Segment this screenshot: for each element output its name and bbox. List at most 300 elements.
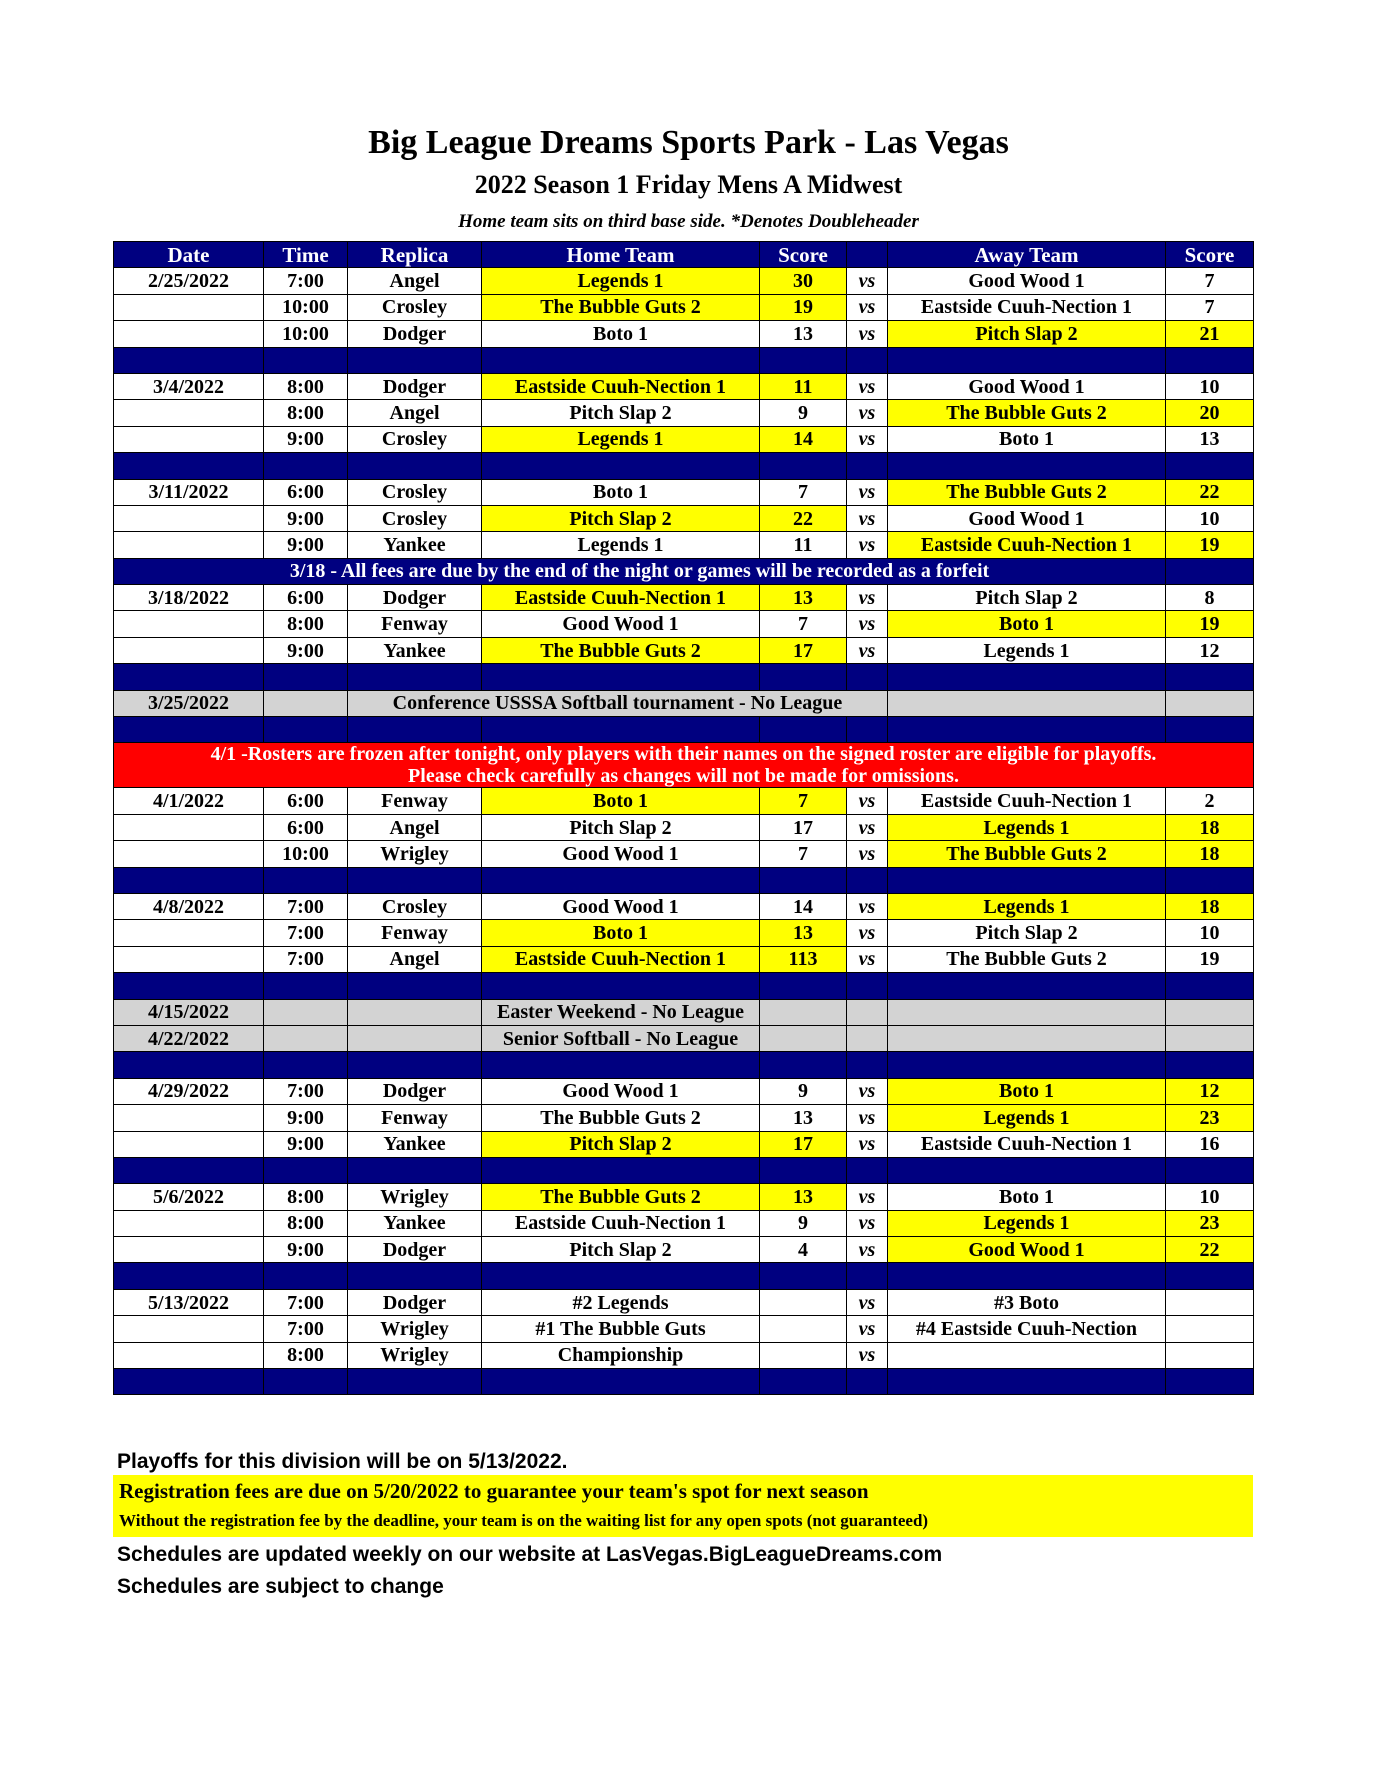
- no-league-text: Easter Weekend - No League: [482, 999, 760, 1025]
- replica-cell: Dodger: [348, 321, 482, 347]
- separator-cell: [847, 664, 888, 690]
- separator-cell: [348, 867, 482, 893]
- separator-cell: [760, 973, 847, 999]
- replica-cell: Crosley: [348, 294, 482, 320]
- time-cell: 8:00: [264, 1184, 348, 1210]
- time-cell: 9:00: [264, 1237, 348, 1263]
- away-score-cell: [1166, 1316, 1254, 1342]
- home-score-cell: 17: [760, 1131, 847, 1157]
- date-cell: 3/11/2022: [114, 479, 264, 505]
- date-cell: [114, 505, 264, 531]
- home-score-cell: [760, 1342, 847, 1368]
- separator-cell: [1166, 1263, 1254, 1289]
- away-score-cell: 19: [1166, 611, 1254, 637]
- vs-cell: [888, 690, 1166, 716]
- separator-cell: [264, 1369, 348, 1395]
- replica-cell: Dodger: [348, 1237, 482, 1263]
- home-score-cell: 19: [760, 294, 847, 320]
- replica-cell: Yankee: [348, 1131, 482, 1157]
- time-cell: 6:00: [264, 479, 348, 505]
- table-row: [114, 1184, 1254, 1210]
- replica-cell: Angel: [348, 400, 482, 426]
- home-score-cell: 7: [760, 788, 847, 814]
- home-team-cell: Boto 1: [482, 479, 760, 505]
- away-team-cell: Good Wood 1: [888, 505, 1166, 531]
- away-score-cell: 21: [1166, 321, 1254, 347]
- separator-cell: [482, 973, 760, 999]
- roster-alert-row: [114, 743, 1254, 788]
- away-score-cell: 2: [1166, 788, 1254, 814]
- away-score-cell: [1166, 1289, 1254, 1315]
- home-team-cell: Legends 1: [482, 532, 760, 558]
- home-score-cell: 9: [760, 400, 847, 426]
- col-home-score: Score: [760, 242, 847, 268]
- replica-cell: Dodger: [348, 585, 482, 611]
- vs-cell: vs: [847, 532, 888, 558]
- home-score-cell: 30: [760, 268, 847, 294]
- home-score-cell: [760, 1025, 847, 1051]
- separator-cell: [264, 973, 348, 999]
- replica-cell: Angel: [348, 946, 482, 972]
- home-team-cell: Eastside Cuuh-Nection 1: [482, 946, 760, 972]
- replica-cell: Fenway: [348, 1105, 482, 1131]
- date-cell: 5/6/2022: [114, 1184, 264, 1210]
- away-score-cell: [1166, 1025, 1254, 1051]
- time-cell: 8:00: [264, 611, 348, 637]
- time-cell: 9:00: [264, 532, 348, 558]
- time-cell: [264, 999, 348, 1025]
- separator-cell: [264, 347, 348, 373]
- separator-cell: [760, 1263, 847, 1289]
- replica-cell: Dodger: [348, 373, 482, 399]
- separator-cell: [482, 867, 760, 893]
- away-score-cell: 7: [1166, 268, 1254, 294]
- vs-cell: vs: [847, 1105, 888, 1131]
- separator-cell: [348, 664, 482, 690]
- table-row: [114, 1342, 1254, 1368]
- separator-cell: [1166, 717, 1254, 743]
- date-cell: [114, 1316, 264, 1342]
- time-cell: 8:00: [264, 1342, 348, 1368]
- separator-cell: [264, 1263, 348, 1289]
- vs-cell: vs: [847, 637, 888, 663]
- separator-cell: [888, 347, 1166, 373]
- away-score-cell: 12: [1166, 637, 1254, 663]
- home-team-cell: The Bubble Guts 2: [482, 294, 760, 320]
- table-row: [114, 1131, 1254, 1157]
- separator-row: [114, 717, 1254, 743]
- away-score-cell: 23: [1166, 1210, 1254, 1236]
- separator-cell: [1166, 1369, 1254, 1395]
- vs-cell: vs: [847, 920, 888, 946]
- replica-cell: Dodger: [348, 1289, 482, 1315]
- separator-cell: [114, 973, 264, 999]
- time-cell: 6:00: [264, 585, 348, 611]
- date-cell: 4/1/2022: [114, 788, 264, 814]
- separator-cell: [482, 1157, 760, 1183]
- vs-cell: vs: [847, 841, 888, 867]
- separator-cell: [760, 453, 847, 479]
- separator-cell: [348, 453, 482, 479]
- home-team-cell: Legends 1: [482, 426, 760, 452]
- separator-cell: [888, 717, 1166, 743]
- time-cell: [264, 1025, 348, 1051]
- vs-cell: vs: [847, 1210, 888, 1236]
- vs-cell: vs: [847, 268, 888, 294]
- vs-cell: vs: [847, 479, 888, 505]
- time-cell: 10:00: [264, 841, 348, 867]
- separator-cell: [760, 347, 847, 373]
- separator-cell: [264, 717, 348, 743]
- away-team-cell: [888, 1342, 1166, 1368]
- home-team-cell: Boto 1: [482, 788, 760, 814]
- away-team-cell: Eastside Cuuh-Nection 1: [888, 532, 1166, 558]
- table-row: [114, 294, 1254, 320]
- away-score-cell: 18: [1166, 841, 1254, 867]
- date-cell: 4/22/2022: [114, 1025, 264, 1051]
- col-vs: [847, 242, 888, 268]
- away-score-cell: 8: [1166, 585, 1254, 611]
- away-team-cell: The Bubble Guts 2: [888, 400, 1166, 426]
- notice-blank: [1166, 558, 1254, 584]
- separator-cell: [114, 664, 264, 690]
- separator-cell: [348, 1263, 482, 1289]
- website-note: Schedules are updated weekly on our website at LasVegas.BigLeagueDreams.com: [117, 1543, 943, 1566]
- away-score-cell: 18: [1166, 814, 1254, 840]
- separator-row: [114, 453, 1254, 479]
- time-cell: 9:00: [264, 426, 348, 452]
- vs-cell: vs: [847, 1289, 888, 1315]
- away-score-cell: 19: [1166, 532, 1254, 558]
- time-cell: 8:00: [264, 373, 348, 399]
- table-row: [114, 1316, 1254, 1342]
- separator-cell: [847, 453, 888, 479]
- replica-cell: Wrigley: [348, 841, 482, 867]
- separator-cell: [114, 1157, 264, 1183]
- date-cell: [114, 400, 264, 426]
- away-team-cell: The Bubble Guts 2: [888, 841, 1166, 867]
- replica-cell: Wrigley: [348, 1184, 482, 1210]
- separator-cell: [114, 453, 264, 479]
- away-team-cell: Legends 1: [888, 1210, 1166, 1236]
- separator-cell: [847, 1052, 888, 1078]
- replica-cell: [348, 999, 482, 1025]
- away-team-cell: #4 Eastside Cuuh-Nection: [888, 1316, 1166, 1342]
- vs-cell: vs: [847, 294, 888, 320]
- away-team-cell: [1166, 690, 1254, 716]
- home-team-cell: The Bubble Guts 2: [482, 637, 760, 663]
- date-cell: [114, 1342, 264, 1368]
- separator-row: [114, 664, 1254, 690]
- separator-cell: [847, 1263, 888, 1289]
- time-cell: 7:00: [264, 920, 348, 946]
- replica-cell: Fenway: [348, 788, 482, 814]
- replica-cell: Crosley: [348, 893, 482, 919]
- home-score-cell: 14: [760, 893, 847, 919]
- away-score-cell: 7: [1166, 294, 1254, 320]
- away-team-cell: Pitch Slap 2: [888, 585, 1166, 611]
- separator-cell: [847, 867, 888, 893]
- table-row: [114, 814, 1254, 840]
- home-team-cell: Legends 1: [482, 268, 760, 294]
- away-score-cell: 22: [1166, 1237, 1254, 1263]
- table-row: [114, 321, 1254, 347]
- header-note: Home team sits on third base side. *Denotes Doubleheader: [458, 211, 919, 232]
- separator-cell: [847, 1157, 888, 1183]
- col-away-score: Score: [1166, 242, 1254, 268]
- vs-cell: vs: [847, 426, 888, 452]
- home-team-cell: Boto 1: [482, 920, 760, 946]
- time-cell: 7:00: [264, 1289, 348, 1315]
- separator-cell: [1166, 664, 1254, 690]
- home-team-cell: Pitch Slap 2: [482, 400, 760, 426]
- home-score-cell: 13: [760, 1184, 847, 1210]
- time-cell: 6:00: [264, 788, 348, 814]
- time-cell: 6:00: [264, 814, 348, 840]
- separator-cell: [760, 664, 847, 690]
- home-score-cell: 14: [760, 426, 847, 452]
- registration-note: Registration fees are due on 5/20/2022 to guarantee your team's spot for next season: [119, 1479, 869, 1503]
- page-title: Big League Dreams Sports Park - Las Vegas: [368, 124, 1009, 161]
- date-cell: 3/4/2022: [114, 373, 264, 399]
- away-team-cell: Legends 1: [888, 1105, 1166, 1131]
- home-score-cell: 4: [760, 1237, 847, 1263]
- home-score-cell: 22: [760, 505, 847, 531]
- away-team-cell: The Bubble Guts 2: [888, 479, 1166, 505]
- away-score-cell: 22: [1166, 479, 1254, 505]
- date-cell: [114, 294, 264, 320]
- table-row: [114, 841, 1254, 867]
- separator-row: [114, 1157, 1254, 1183]
- col-away-team: Away Team: [888, 242, 1166, 268]
- notice-text: 3/18 - All fees are due by the end of the night or games will be recorded as a forfeit: [114, 558, 1166, 584]
- separator-cell: [348, 973, 482, 999]
- away-score-cell: 10: [1166, 373, 1254, 399]
- away-score-cell: 23: [1166, 1105, 1254, 1131]
- home-team-cell: Pitch Slap 2: [482, 505, 760, 531]
- time-cell: 7:00: [264, 1316, 348, 1342]
- separator-cell: [264, 867, 348, 893]
- vs-cell: vs: [847, 321, 888, 347]
- away-score-cell: 10: [1166, 1184, 1254, 1210]
- separator-cell: [888, 973, 1166, 999]
- away-score-cell: 13: [1166, 426, 1254, 452]
- separator-row: [114, 867, 1254, 893]
- away-score-cell: 10: [1166, 920, 1254, 946]
- table-row: [114, 788, 1254, 814]
- date-cell: 2/25/2022: [114, 268, 264, 294]
- vs-cell: vs: [847, 788, 888, 814]
- date-cell: [114, 1210, 264, 1236]
- away-team-cell: Pitch Slap 2: [888, 321, 1166, 347]
- away-team-cell: The Bubble Guts 2: [888, 946, 1166, 972]
- vs-cell: vs: [847, 611, 888, 637]
- date-cell: [114, 946, 264, 972]
- time-cell: 9:00: [264, 637, 348, 663]
- table-row: [114, 479, 1254, 505]
- roster-alert-line1: 4/1 -Rosters are frozen after tonight, only players with their names on the signed roster are eligible for playoffs.: [210, 743, 1157, 766]
- separator-cell: [760, 1052, 847, 1078]
- date-cell: [114, 637, 264, 663]
- away-team-cell: Good Wood 1: [888, 373, 1166, 399]
- table-row: [114, 946, 1254, 972]
- time-cell: 9:00: [264, 505, 348, 531]
- home-score-cell: [760, 1316, 847, 1342]
- replica-cell: Crosley: [348, 479, 482, 505]
- away-team-cell: Boto 1: [888, 426, 1166, 452]
- separator-cell: [1166, 1157, 1254, 1183]
- table-row: [114, 1105, 1254, 1131]
- home-team-cell: Pitch Slap 2: [482, 814, 760, 840]
- separator-cell: [847, 973, 888, 999]
- no-league-row: [114, 999, 1254, 1025]
- time-cell: [264, 690, 348, 716]
- col-replica: Replica: [348, 242, 482, 268]
- separator-row: [114, 347, 1254, 373]
- vs-cell: [847, 999, 888, 1025]
- separator-cell: [482, 664, 760, 690]
- page-subtitle: 2022 Season 1 Friday Mens A Midwest: [474, 170, 903, 199]
- no-league-row: [114, 1025, 1254, 1051]
- separator-cell: [847, 717, 888, 743]
- away-team-cell: Pitch Slap 2: [888, 920, 1166, 946]
- table-row: [114, 400, 1254, 426]
- table-row: [114, 585, 1254, 611]
- home-score-cell: [760, 999, 847, 1025]
- separator-cell: [482, 717, 760, 743]
- replica-cell: Wrigley: [348, 1342, 482, 1368]
- home-score-cell: 11: [760, 373, 847, 399]
- separator-cell: [888, 1157, 1166, 1183]
- date-cell: 3/25/2022: [114, 690, 264, 716]
- home-score-cell: 13: [760, 321, 847, 347]
- away-score-cell: 18: [1166, 893, 1254, 919]
- header-row: [114, 242, 1254, 268]
- time-cell: 9:00: [264, 1105, 348, 1131]
- table-row: [114, 637, 1254, 663]
- replica-cell: [348, 1025, 482, 1051]
- vs-cell: vs: [847, 585, 888, 611]
- away-team-cell: Legends 1: [888, 637, 1166, 663]
- separator-cell: [114, 1263, 264, 1289]
- time-cell: 8:00: [264, 400, 348, 426]
- separator-cell: [888, 867, 1166, 893]
- table-row: [114, 1237, 1254, 1263]
- away-team-cell: Legends 1: [888, 893, 1166, 919]
- replica-cell: Angel: [348, 268, 482, 294]
- separator-cell: [264, 453, 348, 479]
- replica-cell: Yankee: [348, 532, 482, 558]
- col-home-team: Home Team: [482, 242, 760, 268]
- date-cell: 3/18/2022: [114, 585, 264, 611]
- vs-cell: vs: [847, 400, 888, 426]
- separator-cell: [348, 1052, 482, 1078]
- separator-cell: [348, 717, 482, 743]
- home-team-cell: Eastside Cuuh-Nection 1: [482, 585, 760, 611]
- time-cell: 7:00: [264, 946, 348, 972]
- away-team-cell: Eastside Cuuh-Nection 1: [888, 294, 1166, 320]
- roster-alert: [114, 743, 1254, 788]
- home-score-cell: 7: [760, 611, 847, 637]
- away-score-cell: 12: [1166, 1078, 1254, 1104]
- separator-cell: [264, 664, 348, 690]
- separator-cell: [847, 347, 888, 373]
- home-score-cell: 7: [760, 479, 847, 505]
- date-cell: 4/15/2022: [114, 999, 264, 1025]
- home-score-cell: 13: [760, 1105, 847, 1131]
- home-score-cell: [760, 1289, 847, 1315]
- home-score-cell: 11: [760, 532, 847, 558]
- date-cell: [114, 1237, 264, 1263]
- col-date: Date: [114, 242, 264, 268]
- schedule-body: [114, 268, 1254, 1395]
- separator-cell: [1166, 1052, 1254, 1078]
- table-row: [114, 920, 1254, 946]
- roster-alert-line2: Please check carefully as changes will not be made for omissions.: [408, 765, 959, 788]
- separator-cell: [482, 453, 760, 479]
- col-time: Time: [264, 242, 348, 268]
- vs-cell: vs: [847, 1184, 888, 1210]
- away-score-cell: 20: [1166, 400, 1254, 426]
- time-cell: 8:00: [264, 1210, 348, 1236]
- home-team-cell: #1 The Bubble Guts: [482, 1316, 760, 1342]
- separator-cell: [847, 1369, 888, 1395]
- home-team-cell: Good Wood 1: [482, 611, 760, 637]
- separator-cell: [888, 1369, 1166, 1395]
- separator-cell: [114, 717, 264, 743]
- away-score-cell: [1166, 999, 1254, 1025]
- away-team-cell: #3 Boto: [888, 1289, 1166, 1315]
- schedule-table: [113, 241, 1254, 1395]
- separator-cell: [760, 1157, 847, 1183]
- table-row: [114, 505, 1254, 531]
- separator-cell: [348, 1369, 482, 1395]
- away-score-cell: [1166, 1342, 1254, 1368]
- notice-row: [114, 558, 1254, 584]
- home-score-cell: 13: [760, 920, 847, 946]
- away-team-cell: Good Wood 1: [888, 268, 1166, 294]
- separator-row: [114, 973, 1254, 999]
- separator-row: [114, 1369, 1254, 1395]
- table-row: [114, 532, 1254, 558]
- home-team-cell: Good Wood 1: [482, 1078, 760, 1104]
- home-team-cell: Good Wood 1: [482, 893, 760, 919]
- table-row: [114, 426, 1254, 452]
- home-score-cell: 113: [760, 946, 847, 972]
- no-league-row: [114, 690, 1254, 716]
- separator-cell: [760, 717, 847, 743]
- home-team-cell: #2 Legends: [482, 1289, 760, 1315]
- vs-cell: vs: [847, 893, 888, 919]
- home-team-cell: Pitch Slap 2: [482, 1131, 760, 1157]
- separator-cell: [348, 1157, 482, 1183]
- vs-cell: vs: [847, 1342, 888, 1368]
- separator-cell: [482, 347, 760, 373]
- away-team-cell: Boto 1: [888, 1078, 1166, 1104]
- separator-cell: [264, 1052, 348, 1078]
- vs-cell: vs: [847, 373, 888, 399]
- no-league-text: Conference USSSA Softball tournament - No League: [348, 690, 888, 716]
- home-score-cell: 7: [760, 841, 847, 867]
- separator-cell: [114, 1052, 264, 1078]
- time-cell: 7:00: [264, 893, 348, 919]
- date-cell: [114, 814, 264, 840]
- date-cell: [114, 321, 264, 347]
- time-cell: 10:00: [264, 294, 348, 320]
- vs-cell: vs: [847, 505, 888, 531]
- replica-cell: Dodger: [348, 1078, 482, 1104]
- table-row: [114, 611, 1254, 637]
